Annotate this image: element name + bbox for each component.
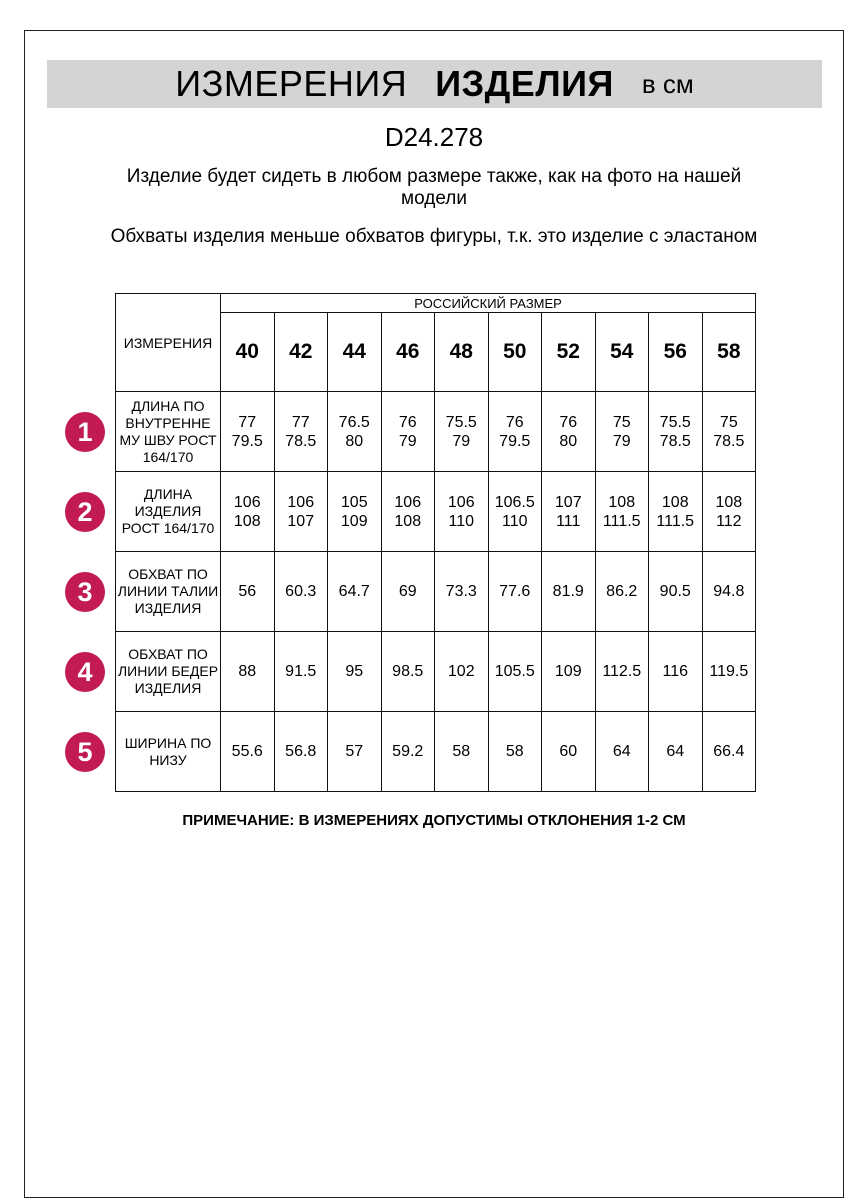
cell-value: 64	[666, 743, 685, 760]
cell-value: 86.2	[606, 583, 638, 600]
table-cell	[702, 472, 756, 552]
cell-value: 105	[340, 493, 368, 511]
table-cell	[542, 552, 596, 632]
cell-value: 106	[287, 493, 315, 511]
cell-value: 56.8	[285, 743, 317, 760]
table-cell	[328, 712, 382, 792]
cell-value: 66.4	[713, 743, 745, 760]
table-cell	[488, 632, 542, 712]
title-bar	[47, 60, 822, 108]
row-number-badge: 1	[65, 412, 105, 452]
cell-value: 60	[559, 743, 578, 760]
cell-value: 108	[394, 512, 422, 530]
table-cell	[381, 552, 435, 632]
cell-value: 64	[612, 743, 631, 760]
title-part2: ИЗДЕЛИЯ	[435, 63, 614, 104]
table-cell	[488, 392, 542, 472]
cell-value: 80	[345, 432, 364, 450]
size-table	[115, 293, 756, 792]
cell-value: 108	[233, 512, 261, 530]
cell-value: 80	[559, 432, 578, 450]
cell-value: 108	[715, 493, 743, 511]
row-number-badge: 4	[65, 652, 105, 692]
table-cell	[328, 472, 382, 552]
table-cell	[435, 552, 489, 632]
cell-value: 79	[398, 432, 417, 450]
fit-note: Изделие будет сидеть в любом размере также, как на фото на нашей модели	[126, 166, 742, 209]
table-cell	[488, 552, 542, 632]
cell-value: 111.5	[656, 512, 695, 530]
cell-value: 78.5	[659, 432, 691, 450]
cell-value: 76	[505, 413, 524, 431]
cell-value: 112.5	[602, 663, 642, 680]
table-cell	[328, 632, 382, 712]
ru-size-header: РОССИЙСКИЙ РАЗМЕР	[221, 294, 756, 313]
cell-value: 79	[612, 432, 631, 450]
table-row	[116, 712, 756, 792]
table-cell	[221, 392, 275, 472]
cell-value: 59.2	[392, 743, 424, 760]
table-cell	[488, 472, 542, 552]
cell-value: 106	[394, 493, 422, 511]
table-cell	[595, 632, 649, 712]
table-cell	[274, 392, 328, 472]
table-cell	[542, 712, 596, 792]
cell-value: 76	[398, 413, 417, 431]
cell-value: 78.5	[285, 432, 317, 450]
row-number-badge: 5	[65, 732, 105, 772]
cell-value: 69	[398, 583, 417, 600]
table-cell	[381, 392, 435, 472]
table-cell	[381, 472, 435, 552]
table-cell	[221, 472, 275, 552]
table-cell	[542, 392, 596, 472]
tolerance-note: ПРИМЕЧАНИЕ: В ИЗМЕРЕНИЯХ ДОПУСТИМЫ ОТКЛОНЕНИЯ 1-2 СМ	[182, 812, 686, 829]
cell-value: 77	[291, 413, 310, 431]
cell-value: 109	[340, 512, 368, 530]
table-cell	[595, 712, 649, 792]
size-header-cell: 42	[274, 313, 328, 392]
cell-value: 107	[287, 512, 315, 530]
cell-value: 110	[448, 512, 474, 530]
row-label: ОБХВАТ ПО ЛИНИИ ТАЛИИ ИЗДЕЛИЯ	[116, 552, 221, 632]
table-cell	[595, 552, 649, 632]
table-cell	[542, 632, 596, 712]
cell-value: 111.5	[602, 512, 641, 530]
table-row	[116, 392, 756, 472]
table-cell	[649, 392, 703, 472]
table-cell	[542, 472, 596, 552]
table-cell	[221, 552, 275, 632]
table-row	[116, 552, 756, 632]
cell-value: 57	[345, 743, 364, 760]
cell-value: 75	[612, 413, 631, 431]
table-cell	[381, 712, 435, 792]
cell-value: 88	[238, 663, 257, 680]
cell-value: 79	[452, 432, 471, 450]
cell-value: 107	[554, 493, 582, 511]
table-cell	[649, 552, 703, 632]
size-header-cell: 44	[328, 313, 382, 392]
cell-value: 58	[452, 743, 471, 760]
cell-value: 56	[238, 583, 257, 600]
cell-value: 109	[554, 663, 582, 680]
title-part1: ИЗМЕРЕНИЯ	[175, 63, 408, 104]
table-cell	[274, 552, 328, 632]
table-cell	[381, 632, 435, 712]
cell-value: 77	[238, 413, 257, 431]
cell-value: 77.6	[499, 583, 531, 600]
article-number: D24.278	[384, 122, 484, 152]
row-label: ОБХВАТ ПО ЛИНИИ БЕДЕР ИЗДЕЛИЯ	[116, 632, 221, 712]
cell-value: 73.3	[445, 583, 477, 600]
cell-value: 64.7	[338, 583, 370, 600]
table-cell	[702, 552, 756, 632]
size-header-cell: 46	[381, 313, 435, 392]
cell-value: 116	[662, 663, 688, 680]
table-cell	[274, 632, 328, 712]
cell-value: 111	[556, 512, 581, 530]
table-row	[116, 472, 756, 552]
cell-value: 81.9	[552, 583, 584, 600]
table-cell	[274, 712, 328, 792]
table-cell	[702, 392, 756, 472]
measurements-header: ИЗМЕРЕНИЯ	[116, 294, 221, 392]
table-cell	[649, 632, 703, 712]
cell-value: 55.6	[231, 743, 263, 760]
cell-value: 76	[559, 413, 578, 431]
size-header-cell: 54	[595, 313, 649, 392]
cell-value: 105.5	[494, 663, 535, 680]
table-cell	[649, 472, 703, 552]
cell-value: 94.8	[713, 583, 745, 600]
cell-value: 95	[345, 663, 364, 680]
cell-value: 75.5	[659, 413, 691, 431]
cell-value: 110	[501, 512, 528, 530]
cell-value: 108	[608, 493, 636, 511]
cell-value: 75	[719, 413, 738, 431]
cell-value: 102	[447, 663, 475, 680]
cell-value: 106.5	[494, 493, 535, 511]
cell-value: 112	[716, 512, 742, 530]
size-header-cell: 48	[435, 313, 489, 392]
cell-value: 106	[233, 493, 261, 511]
cell-value: 106	[447, 493, 475, 511]
size-header-cell: 50	[488, 313, 542, 392]
cell-value: 75.5	[445, 413, 477, 431]
cell-value: 90.5	[659, 583, 691, 600]
table-row	[116, 632, 756, 712]
table-cell	[221, 632, 275, 712]
cell-value: 60.3	[285, 583, 317, 600]
table-cell	[274, 472, 328, 552]
size-header-cell: 52	[542, 313, 596, 392]
table-cell	[595, 392, 649, 472]
size-header-cell: 58	[702, 313, 756, 392]
table-cell	[221, 712, 275, 792]
cell-value: 98.5	[392, 663, 424, 680]
cell-value: 108	[661, 493, 689, 511]
table-cell	[435, 392, 489, 472]
table-cell	[595, 472, 649, 552]
table-cell	[328, 392, 382, 472]
table-cell	[649, 712, 703, 792]
cell-value: 91.5	[285, 663, 317, 680]
row-label: ШИРИНА ПО НИЗУ	[116, 712, 221, 792]
cell-value: 79.5	[231, 432, 263, 450]
table-cell	[488, 712, 542, 792]
size-header-cell: 40	[221, 313, 275, 392]
table-cell	[328, 552, 382, 632]
cell-value: 79.5	[499, 432, 531, 450]
cell-value: 119.5	[709, 663, 749, 680]
cell-value: 58	[505, 743, 524, 760]
table-cell	[435, 472, 489, 552]
table-cell	[435, 632, 489, 712]
table-cell	[435, 712, 489, 792]
title-unit: в см	[641, 68, 694, 99]
cell-value: 78.5	[713, 432, 745, 450]
row-label: ДЛИНА ПО ВНУТРЕННЕ МУ ШВУ РОСТ 164/170	[116, 392, 221, 472]
elastane-note: Обхваты изделия меньше обхватов фигуры, т.к. это изделие с эластаном	[110, 226, 758, 247]
size-header-cell: 56	[649, 313, 703, 392]
row-number-badge: 3	[65, 572, 105, 612]
row-label: ДЛИНА ИЗДЕЛИЯ РОСТ 164/170	[116, 472, 221, 552]
table-cell	[702, 632, 756, 712]
table-cell	[702, 712, 756, 792]
row-number-badge: 2	[65, 492, 105, 532]
cell-value: 76.5	[338, 413, 370, 431]
